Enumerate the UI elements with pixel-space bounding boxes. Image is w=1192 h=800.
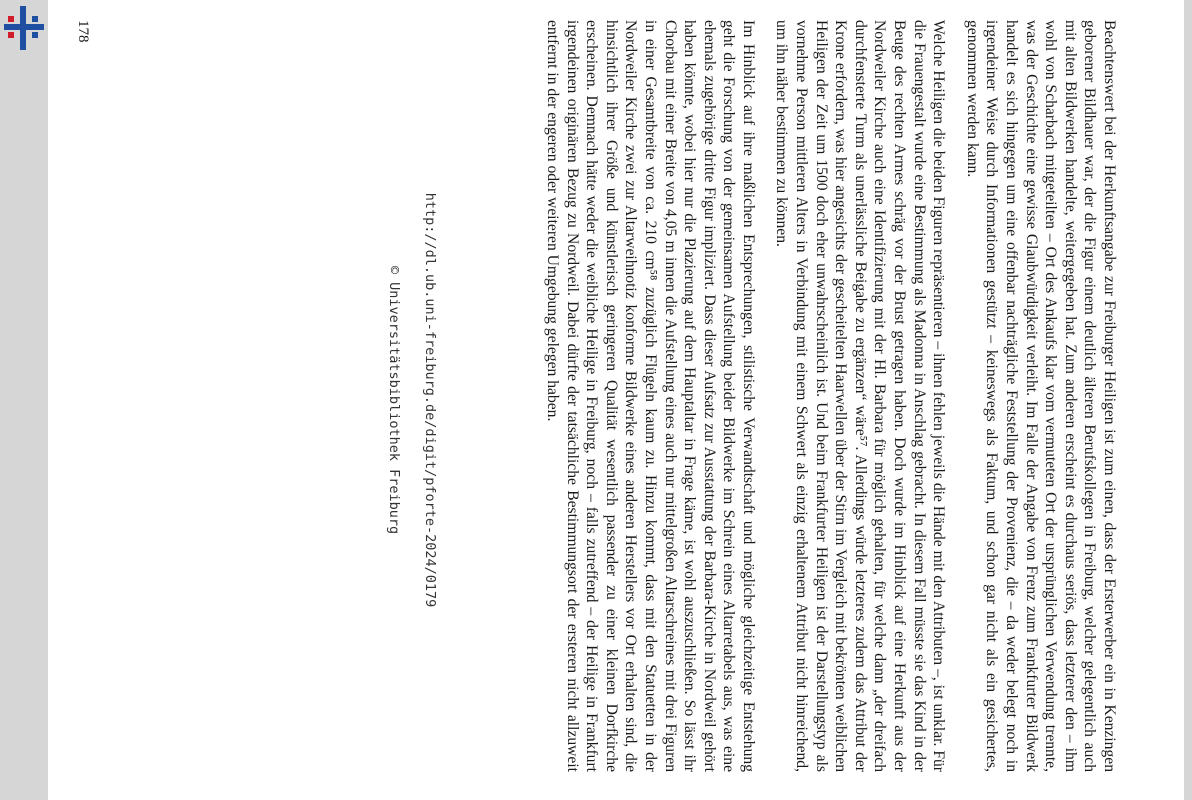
document-url[interactable]: http://dl.ub.uni-freiburg.de/digit/pforte-2024/0179 [422,192,438,608]
page-number: 178 [75,20,91,43]
rotated-book-page [75,10,1118,790]
paragraph-1: Beachtenswert bei der Herkunftsangabe zur Freiburger Heiligen ist zum einen, dass der Ersterwerber ein in Kenzingen geborener Bildhauer war, der die Figur einem deutlich älteren Berufskollegen in Freiburg, welcher gelegentlich auch mit alten Bildwerken handelte, weitergegeben hat. Zum anderen erscheint es durchaus seriös, dass letzterer den – ihm wohl von Scharbach mitgeteilten – Ort des Ankaufs klar vom vermuteten Ort der ursprünglichen Verwendung trennte, was der Geschichte eine gewisse Glaubwürdigkeit verleiht. Im Falle der Angabe von Frenz zum Frankfurter Bildwerk handelt es sich hingegen um eine offenbar nachträgliche Feststellung der Provenienz, die – da weder belegt noch in irgendeiner Weise durch Informationen gestützt – keineswegs als Faktum, und schon gar nicht als ein gesichertes, genommen werden kann. [963,20,1118,772]
right-edge-bar [1184,0,1192,800]
page-text [528,20,1119,772]
copyright-notice: © Universitätsbibliothek Freiburg [386,265,402,535]
paragraph-2: Welche Heiligen die beiden Figuren repräsentieren – ihnen fehlen jeweils die Hände mit den Attributen –, ist unklar. Für die Frauengestalt wurde eine Bestimmung als Madonna in Anschlag gebracht. In diesem Fall müsste sie das Kind in der Beuge des rechten Armes schräg vor der Brust getragen haben. Doch wurde im Hinblick auf eine Herkunft aus der Nordweiler Kirche auch eine Identifizierung mit der Hl. Barbara für möglich gehalten, für welche dann „der dreifach durchfensterte Turm als unerlässliche Beigabe zu ergänzen“ wäre⁵⁷. Allerdings würde letzteres zudem das Attribut der Krone erfordern, was hier angesichts der gescheitelten Haarwellen über der Stirn im Vergleich mit bekrönten weiblichen Heiligen der Zeit um 1500 doch eher unwahrscheinlich ist. Und beim Frankfurter Heiligen ist der Darstellungstyp als vornehme Person mittleren Alters in Verbindung mit einem Schwert als einzig erhaltenem Attribut nicht hinreichend, um ihn näher bestimmen zu können. [773,20,948,772]
paragraph-3: Im Hinblick auf ihre maßlichen Entsprechungen, stilistische Verwandtschaft und mögliche gleichzeitige Entstehung geht die Forschung von der gemeinsamen Aufstellung beider Bildwerke im Schrein eines Altarretabels aus, was eine ehemals zugehörige dritte Figur impliziert. Dass dieser Aufsatz zur Ausstattung der Barbara-Kirche in Nordweil gehört haben könnte, wobei hier nur die Plazierung auf dem Hauptaltar in Frage käme, ist wohl auszuschließen. So lässt ihr Chorbau mit einer Breite von 4,05 m innen die Aufstellung eines auch nur mittelgroßen Altarschreines mit drei Figuren in einer Gesamtbreite von ca. 210 cm⁵⁸ zuzüglich Flügeln kaum zu. Hinzu kommt, dass mit den Statuetten in der Nordweiler Kirche zwei zur Altarweihnotiz konforme Bildwerke eines anderen Herstellers vor Ort erhalten sind, die hinsichtlich ihrer Größe und künstlerisch geringeren Qualität wesentlich passender zu einer kleinen Dorfkirche erscheinen. Demnach hätte weder die weibliche Heilige in Freiburg, noch – falls zutreffend – der Heilige in Frankfurt irgendeinen originären Bezug zu Nordweil. Dabei dürfte der tatsächliche Bestimmungsort der ersteren nicht allzuweit entfernt in der engeren oder weiteren Umgebung gelegen haben. [543,20,757,772]
